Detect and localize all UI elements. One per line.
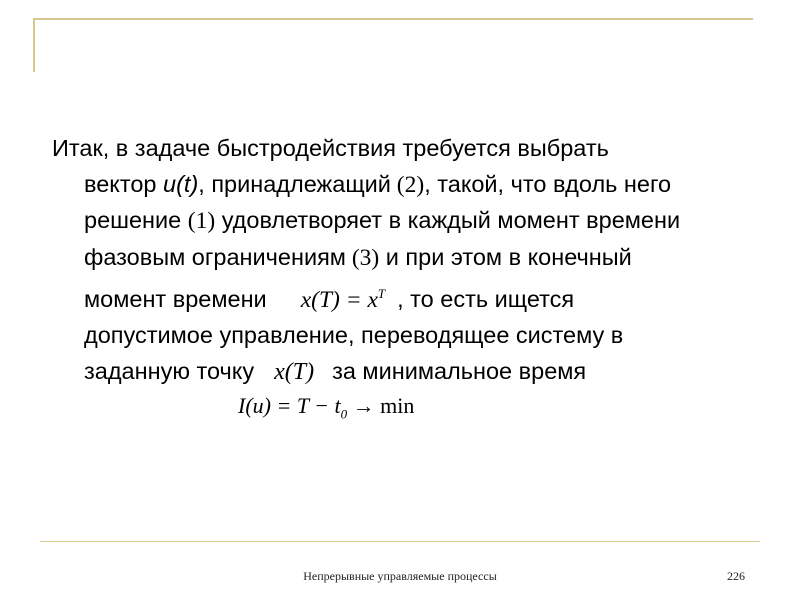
body-line-1 (52, 131, 772, 167)
body-text-segment: момент времени (84, 285, 267, 312)
cost-formula-min: min (380, 393, 415, 418)
body-text (52, 131, 772, 390)
body-text-segment: , такой, что вдоль него (424, 170, 672, 197)
terminal-condition-formula (301, 287, 385, 313)
equation-ref: (1) (187, 208, 216, 234)
cost-functional-formula (238, 393, 414, 422)
body-text-segment: , принадлежащий (198, 170, 391, 197)
body-text-segment: , то есть ищется (397, 285, 575, 312)
control-vector: u(t) (163, 170, 199, 197)
body-line-6 (52, 318, 772, 354)
cost-formula-lhs: I(u) = T − t (238, 393, 341, 418)
body-text-segment: за минимальное время (332, 357, 587, 384)
arrow-symbol: → (347, 393, 381, 418)
footer-title: Непрерывные управляемые процессы (303, 569, 497, 583)
body-line-4 (52, 240, 772, 277)
terminal-condition-superscript: T (377, 286, 386, 301)
body-text-segment: Итак, в задаче быстродействия требуется выбрать (52, 135, 609, 161)
body-text-segment: удовлетворяет в каждый момент времени (215, 207, 681, 233)
top-rule (33, 18, 753, 20)
body-line-5 (52, 276, 772, 318)
body-text-segment: заданную точку (84, 357, 255, 384)
equation-ref: (2) (390, 171, 425, 198)
body-line-2 (52, 167, 772, 204)
terminal-condition-text: x(T) = x (300, 286, 378, 313)
bottom-rule (40, 541, 760, 542)
body-text-segment: допустимое управление, переводящее систему в (84, 322, 624, 349)
body-line-7 (52, 354, 772, 391)
page-number: 226 (727, 569, 745, 583)
cost-formula-subscript: 0 (340, 406, 348, 422)
body-text-segment: и при этом в конечный (379, 243, 632, 270)
left-rule (33, 18, 35, 72)
body-text-segment: вектор (84, 170, 164, 197)
body-text-segment: решение (84, 207, 188, 233)
body-line-3 (52, 203, 772, 240)
body-text-segment: фазовым ограничениям (84, 243, 346, 270)
target-point-formula: x(T) (274, 358, 315, 385)
equation-ref: (3) (345, 244, 380, 271)
